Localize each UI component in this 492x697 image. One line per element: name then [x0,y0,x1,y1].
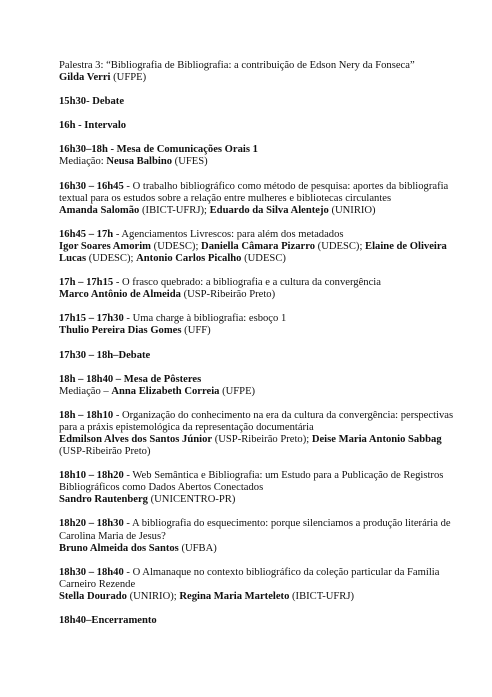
program-entry [59,228,447,265]
text-line [59,591,439,603]
program-entry [59,60,439,84]
bold-text: Antonio Carlos Picalho [136,253,242,265]
program-entry [59,277,439,301]
text-line [59,289,439,301]
text-run: (UDESC) [241,253,286,265]
text-line [59,494,439,506]
bold-text: Gilda Verri [59,72,111,84]
text-line [59,60,439,72]
text-run: (UFES) [172,156,208,168]
bold-text: 18h40–Encerramento [59,615,157,626]
text-run: (UDESC); [151,240,202,252]
bold-text: Stella Dourado [59,590,127,602]
text-run: - O Almanaque no contexto bibliográfico da coleção particular da Família [123,566,440,578]
text-line [59,240,447,253]
bold-text: Lucas [59,253,87,265]
program-entry [59,120,439,132]
text-line [59,470,444,482]
bold-text: Daniella Câmara Pizarro [201,240,316,252]
text-line [59,325,439,337]
text-run: (UDESC); [86,253,137,265]
bold-text: Thulio Pereira Dias Gomes [59,325,182,337]
bold-text: Elaine de Oliveira [365,240,447,252]
bold-text: Deise Maria Antonio Sabbag [311,433,442,445]
bold-text: 17h30 – 18h–Debate [59,349,151,361]
text-line [59,193,439,205]
text-run: (UNIRIO); [126,590,180,602]
text-line [59,350,439,362]
text-run: (IBICT-UFRJ) [289,590,355,602]
text-line [59,409,454,422]
bold-text: Marco Antônio de Almeida [59,289,181,301]
program-entry [59,180,449,217]
bold-text: 18h30 – 18h40 [59,566,124,578]
bold-text: 16h30 – 16h45 [59,180,124,192]
text-run: (UNICENTRO-PR) [147,494,236,506]
text-line [59,156,439,168]
program-entry [59,409,454,458]
program-entry [59,518,451,554]
text-run: - Web Semântica e Bibliografia: um Estudo para a Publicação de Registros [123,470,444,482]
text-run: Bibliográficos como Dados Abertos Conectados [59,482,264,494]
text-run: - A bibliografia do esquecimento: porque silenciamos a produção literária de [123,518,451,530]
text-line [59,144,439,156]
bold-text: 16h30–18h - Mesa de Comunicações Orais 1 [59,144,258,156]
text-line [59,567,439,579]
text-line [59,433,442,446]
text-run: (UFF) [181,325,211,337]
text-line [59,374,439,386]
program-entry [59,374,439,398]
text-run: (UFPE) [219,385,256,397]
bold-text: Eduardo da Silva Alentejo [209,204,329,216]
text-line [59,313,439,325]
program-entry [59,144,439,168]
bold-text: 18h – 18h10 [59,409,114,421]
text-line [59,277,439,289]
text-run: (UDESC); [315,240,366,252]
text-line [59,72,439,84]
bold-text: 18h10 – 18h20 [59,470,124,482]
text-run: (USP-Ribeirão Preto) [59,446,151,458]
text-run: Mediação: [59,156,107,168]
bold-text: 17h – 17h15 [59,277,114,289]
text-line [59,518,451,530]
program-entry [59,96,439,108]
bold-text: Anna Elizabeth Correia [111,385,220,397]
text-run: (USP-Ribeirão Preto); [212,433,312,445]
bold-text: Regina Maria Marteleto [179,590,290,602]
text-line [59,120,439,132]
text-line [59,482,439,494]
text-line [59,205,439,217]
program-entry [59,350,439,362]
text-line [59,446,439,458]
text-line [59,96,439,108]
program-entry [59,567,439,603]
text-run: Palestra 3: “Bibliografia de Bibliografia: a contribuição de Edson Nery da Fonseca” [59,60,415,71]
text-line [59,615,439,627]
text-run: (UNIRIO) [328,204,376,216]
bold-text: 16h45 – 17h [59,228,114,240]
program-entry [59,313,439,337]
bold-text: 16h - Intervalo [59,120,127,132]
text-line [59,180,449,193]
text-line [59,531,439,543]
text-run: (UFBA) [178,542,217,554]
bold-text: Sandro Rautenberg [59,494,148,506]
bold-text: 15h30- Debate [59,96,125,108]
text-run: - Agenciamentos Livrescos: para além dos metadados [113,228,344,240]
text-run: - Uma charge à bibliografia: esboço 1 [123,313,287,325]
bold-text: Neusa Balbino [106,156,173,168]
bold-text: Bruno Almeida dos Santos [59,542,179,554]
bold-text: Edmilson Alves dos Santos Júnior [59,433,213,445]
text-run: - O frasco quebrado: a bibliografia e a cultura da convergência [113,277,381,289]
bold-text: 18h20 – 18h30 [59,518,124,530]
bold-text: 18h – 18h40 – Mesa de Pôsteres [59,373,202,385]
text-run: (IBICT-UFRJ); [139,204,210,216]
text-run: Mediação – [59,385,112,397]
text-run: Carolina Maria de Jesus? [59,530,166,542]
bold-text: Igor Soares Amorim [59,240,152,252]
text-line [59,543,439,555]
text-run: (UFPE) [110,72,147,84]
bold-text: 17h15 – 17h30 [59,313,124,325]
program-entry [59,470,444,506]
text-line [59,253,439,265]
text-run: textual para os estudos sobre a relação entre mulheres e bibliotecas circulantes [59,192,392,204]
program-entry [59,615,439,627]
text-line [59,422,439,434]
document-page [59,60,454,639]
text-run: - O trabalho bibliográfico como método de pesquisa: aportes da bibliografia [123,180,449,192]
text-line [59,579,439,591]
text-run: (USP-Ribeirão Preto) [180,289,276,301]
bold-text: Amanda Salomão [59,204,140,216]
text-run: para a práxis epistemológica da representação documentária [59,421,314,433]
text-line [59,386,439,398]
text-run: Carneiro Rezende [59,578,136,590]
text-run: - Organização do conhecimento na era da cultura da convergência: perspectivas [113,409,454,421]
text-line [59,229,439,241]
